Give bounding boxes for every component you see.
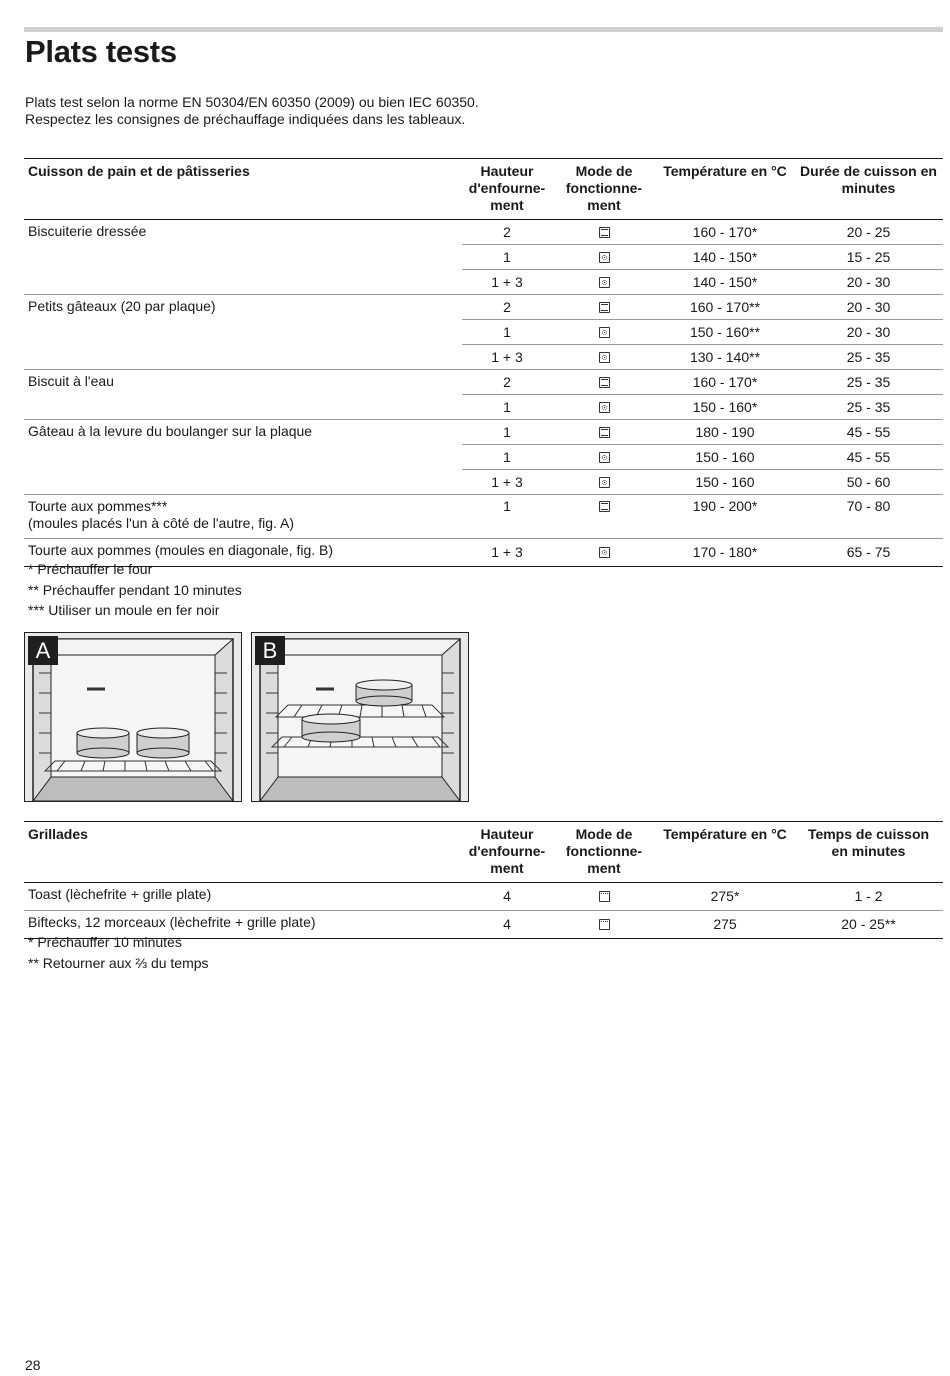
- col-header-temperature: Température en °C: [656, 822, 794, 883]
- shelf-height: 1: [462, 495, 552, 539]
- hot-air-fan-icon: [599, 252, 610, 263]
- dish-name: Biscuiterie dressée: [24, 220, 462, 295]
- dish-name: [24, 495, 462, 539]
- shelf-height: 1 + 3: [462, 270, 552, 295]
- grilling-table-header: [24, 822, 943, 883]
- shelf-height: 2: [462, 220, 552, 245]
- temperature: 150 - 160: [656, 470, 794, 495]
- figure-label-b: B: [255, 636, 285, 665]
- duration: 15 - 25: [794, 245, 943, 270]
- duration: 25 - 35: [794, 395, 943, 420]
- shelf-height: 1: [462, 245, 552, 270]
- duration: 20 - 25: [794, 220, 943, 245]
- col-header-mode: Mode de fonctionne-ment: [552, 822, 656, 883]
- duration: 20 - 25**: [794, 911, 943, 939]
- temperature: 150 - 160: [656, 445, 794, 470]
- duration: 25 - 35: [794, 370, 943, 395]
- baking-table: [24, 158, 943, 567]
- temperature: 140 - 150*: [656, 270, 794, 295]
- hot-air-fan-icon: [599, 277, 610, 288]
- temperature: 130 - 140**: [656, 345, 794, 370]
- table-row: [24, 295, 943, 320]
- duration: 20 - 30: [794, 295, 943, 320]
- table-row: [24, 220, 943, 245]
- shelf-height: 1: [462, 445, 552, 470]
- top-bottom-heat-icon: [599, 302, 610, 313]
- dish-name: Gâteau à la levure du boulanger sur la plaque: [24, 420, 462, 495]
- duration: 20 - 30: [794, 270, 943, 295]
- temperature: 275*: [656, 883, 794, 911]
- figure-b-oven-diagonal: [251, 632, 469, 802]
- top-bottom-heat-icon: [599, 227, 610, 238]
- temperature: 150 - 160*: [656, 395, 794, 420]
- shelf-height: 2: [462, 295, 552, 320]
- temperature: 150 - 160**: [656, 320, 794, 345]
- temperature: 140 - 150*: [656, 245, 794, 270]
- duration: 70 - 80: [794, 495, 943, 539]
- dish-name: Biscuit à l'eau: [24, 370, 462, 420]
- dish-name-line2: (moules placés l'un à côté de l'autre, fig. A): [28, 515, 295, 531]
- shelf-height: 4: [462, 911, 552, 939]
- col-header-duration: Temps de cuisson en minutes: [794, 822, 943, 883]
- grill-icon: [599, 891, 610, 902]
- shelf-height: 1: [462, 395, 552, 420]
- hot-air-fan-icon: [599, 327, 610, 338]
- col-header-mode: Mode de fonctionne-ment: [552, 159, 656, 220]
- temperature: 190 - 200*: [656, 495, 794, 539]
- figure-label-a: A: [28, 636, 58, 665]
- dish-name: Biftecks, 12 morceaux (lèchefrite + grille plate): [24, 911, 462, 939]
- footnote: * Préchauffer 10 minutes: [28, 934, 182, 950]
- duration: 45 - 55: [794, 445, 943, 470]
- dish-name: Petits gâteaux (20 par plaque): [24, 295, 462, 370]
- col-header-dish: Grillades: [24, 822, 462, 883]
- duration: 45 - 55: [794, 420, 943, 445]
- duration: 50 - 60: [794, 470, 943, 495]
- figure-a-oven-side-by-side: [24, 632, 242, 802]
- shelf-height: 1 + 3: [462, 470, 552, 495]
- dish-name-line1: Tourte aux pommes***: [28, 498, 168, 514]
- footnote: *** Utiliser un moule en fer noir: [28, 602, 220, 618]
- col-header-temperature: Température en °C: [656, 159, 794, 220]
- temperature: 160 - 170*: [656, 370, 794, 395]
- col-header-height: Hauteur d'enfourne-ment: [462, 822, 552, 883]
- shelf-height: 1: [462, 320, 552, 345]
- table-row: [24, 883, 943, 911]
- top-bottom-heat-icon: [599, 377, 610, 388]
- temperature: 170 - 180*: [656, 539, 794, 567]
- hot-air-fan-icon: [599, 352, 610, 363]
- temperature: 180 - 190: [656, 420, 794, 445]
- shelf-height: 4: [462, 883, 552, 911]
- temperature: 160 - 170**: [656, 295, 794, 320]
- table-row: [24, 370, 943, 395]
- shelf-height: 2: [462, 370, 552, 395]
- footnote: ** Préchauffer pendant 10 minutes: [28, 581, 242, 598]
- temperature: 275: [656, 911, 794, 939]
- col-header-height: Hauteur d'enfourne-ment: [462, 159, 552, 220]
- col-header-duration: Durée de cuisson en minutes: [794, 159, 943, 220]
- top-rule: [24, 27, 943, 32]
- hot-air-fan-icon: [599, 402, 610, 413]
- duration: 20 - 30: [794, 320, 943, 345]
- top-bottom-heat-icon: [599, 427, 610, 438]
- temperature: 160 - 170*: [656, 220, 794, 245]
- grill-icon: [599, 919, 610, 930]
- hot-air-fan-icon: [599, 477, 610, 488]
- table-row: [24, 420, 943, 445]
- shelf-height: 1 + 3: [462, 345, 552, 370]
- baking-footnotes: [28, 559, 242, 621]
- top-bottom-heat-icon: [599, 501, 610, 512]
- grilling-table: [24, 821, 943, 939]
- dish-name: Toast (lèchefrite + grille plate): [24, 883, 462, 911]
- baking-table-header: [24, 159, 943, 220]
- intro-paragraph: Plats test selon la norme EN 50304/EN 60350 (2009) ou bien IEC 60350. Respectez les consignes de préchauffage indiquées dans les tableaux.: [25, 94, 479, 127]
- shelf-height: 1 + 3: [462, 539, 552, 567]
- footnote: * Préchauffer le four: [28, 561, 153, 577]
- shelf-height: 1: [462, 420, 552, 445]
- col-header-dish: Cuisson de pain et de pâtisseries: [24, 159, 462, 220]
- page-title: Plats tests: [25, 34, 177, 69]
- footnote: ** Retourner aux ⅔ du temps: [28, 954, 209, 971]
- duration: 25 - 35: [794, 345, 943, 370]
- hot-air-fan-icon: [599, 547, 610, 558]
- table-row: [24, 495, 943, 539]
- duration: 65 - 75: [794, 539, 943, 567]
- grilling-footnotes: [28, 932, 209, 973]
- hot-air-fan-icon: [599, 452, 610, 463]
- duration: 1 - 2: [794, 883, 943, 911]
- page-number: 28: [25, 1357, 41, 1373]
- dish-name: Tourte aux pommes (moules en diagonale, fig. B): [24, 539, 462, 567]
